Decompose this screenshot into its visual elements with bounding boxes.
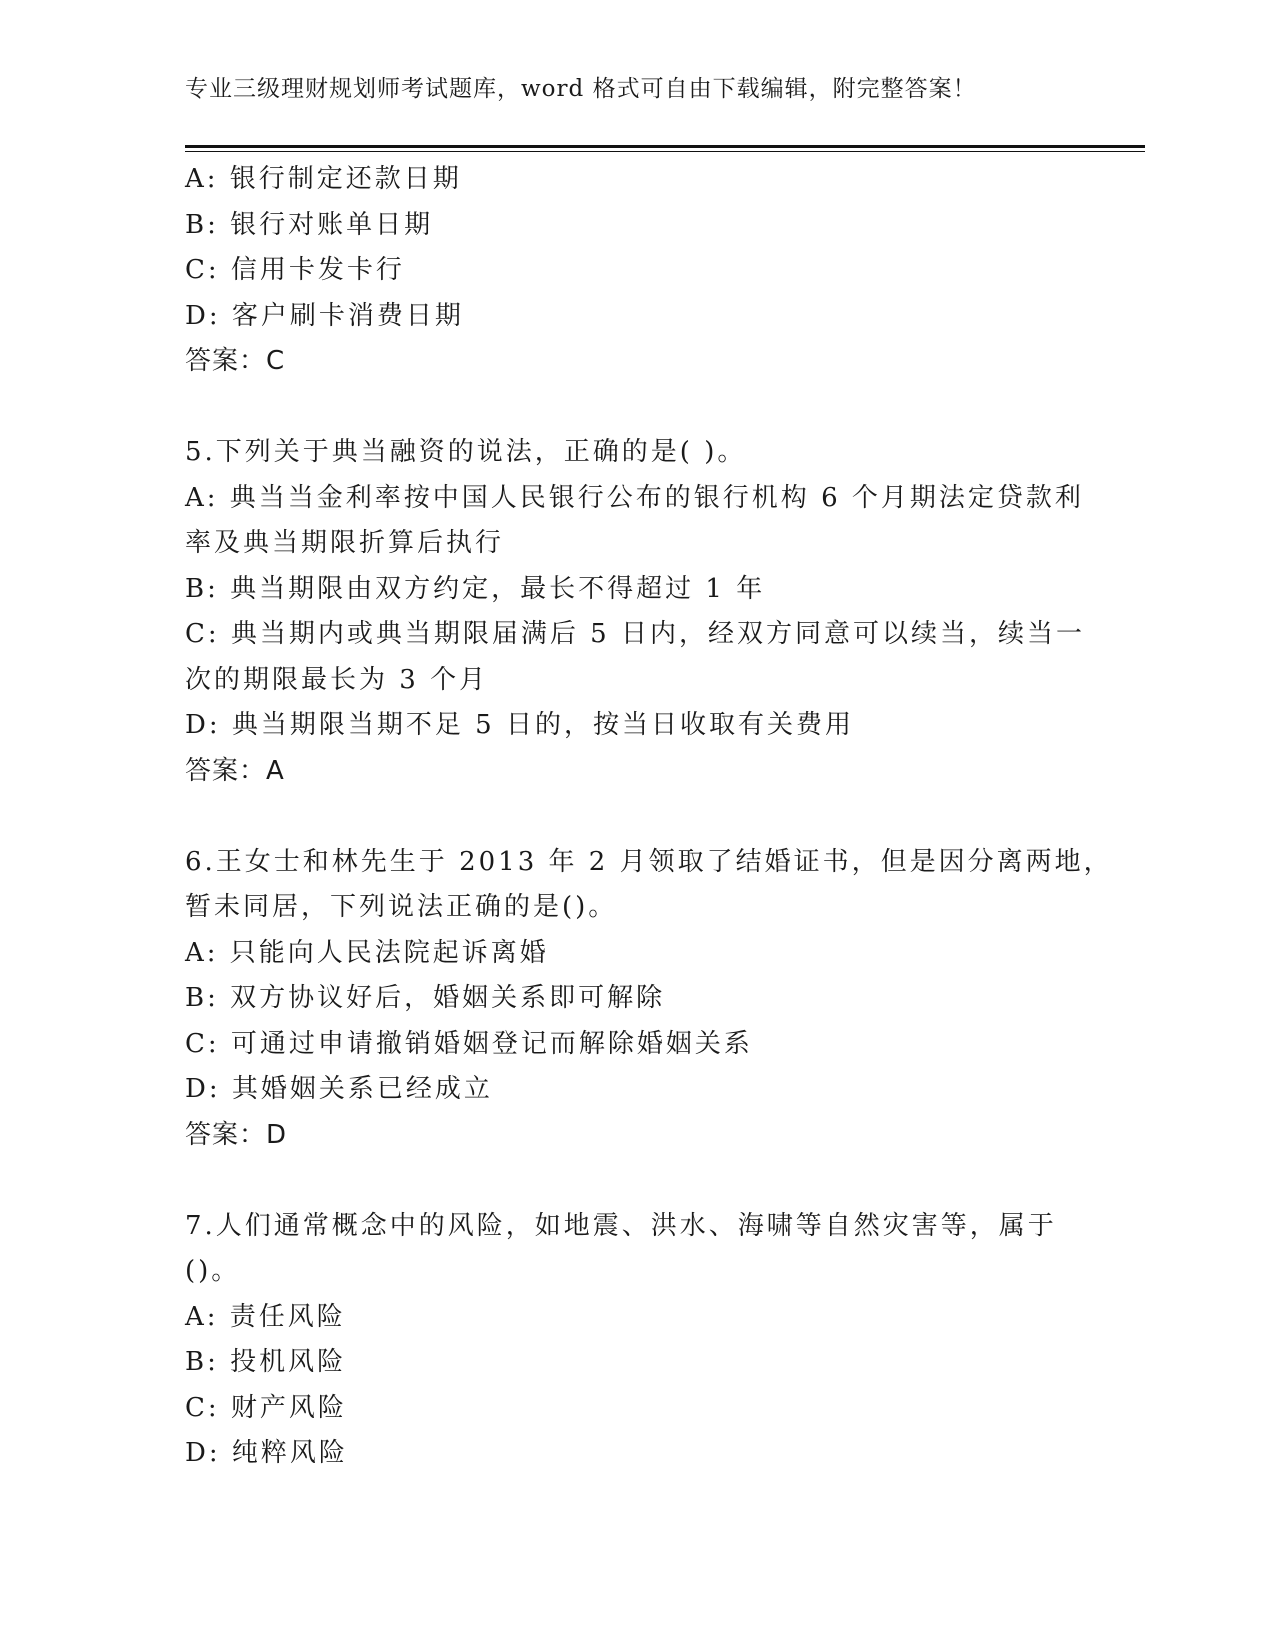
question-block <box>185 430 1085 794</box>
option-line: C: 可通过申请撤销婚姻登记而解除婚姻关系 <box>185 1028 753 1059</box>
question-block <box>185 840 1113 1159</box>
option-line: A: 银行制定还款日期 <box>185 164 462 194</box>
option-line: A: 典当当金利率按中国人民银行公布的银行机构 6 个月期法定贷款利 <box>185 482 1084 513</box>
option-line: A: 只能向人民法院起诉离婚 <box>185 937 549 968</box>
question-stem: 暂未同居，下列说法正确的是()。 <box>185 892 618 922</box>
option-line: B: 投机风险 <box>185 1347 347 1377</box>
option-line: C: 财产风险 <box>185 1392 347 1423</box>
question-block <box>185 1204 1065 1477</box>
option-line: D: 纯粹风险 <box>185 1438 348 1468</box>
option-line: B: 双方协议好后，婚姻关系即可解除 <box>185 983 666 1013</box>
question-list <box>185 157 1113 1477</box>
option-line: B: 银行对账单日期 <box>185 209 434 240</box>
option-line: D: 客户刷卡消费日期 <box>185 300 464 331</box>
option-line: 率及典当期限折算后执行 <box>185 528 505 558</box>
header-rule-thick <box>185 145 1145 148</box>
option-line: 次的期限最长为 3 个月 <box>185 664 489 695</box>
option-line: B: 典当期限由双方约定，最长不得超过 1 年 <box>185 573 766 604</box>
option-line: A: 责任风险 <box>185 1301 346 1332</box>
answer-line: 答案：A <box>185 755 285 786</box>
page-header: 专业三级理财规划师考试题库，word 格式可自由下载编辑，附完整答案！ <box>185 76 977 102</box>
question-stem: ()。 <box>185 1256 241 1286</box>
answer-line: 答案：C <box>185 346 286 376</box>
block-gap <box>185 1158 1065 1204</box>
block-gap <box>185 385 1065 431</box>
option-line: D: 典当期限当期不足 5 日的，按当日收取有关费用 <box>185 710 854 740</box>
option-line: C: 典当期内或典当期限届满后 5 日内，经双方同意可以续当，续当一 <box>185 619 1085 649</box>
question-stem: 6.王女士和林先生于 2013 年 2 月领取了结婚证书，但是因分离两地， <box>185 846 1113 877</box>
block-gap <box>185 794 1065 840</box>
option-line: D: 其婚姻关系已经成立 <box>185 1074 493 1104</box>
option-line: C: 信用卡发卡行 <box>185 255 405 285</box>
question-block <box>185 157 1065 385</box>
question-stem: 7.人们通常概念中的风险，如地震、洪水、海啸等自然灾害等，属于 <box>185 1210 1057 1241</box>
question-stem: 5.下列关于典当融资的说法，正确的是( )。 <box>185 437 747 467</box>
answer-line: 答案：D <box>185 1119 288 1150</box>
header-rule-thin <box>185 151 1145 152</box>
